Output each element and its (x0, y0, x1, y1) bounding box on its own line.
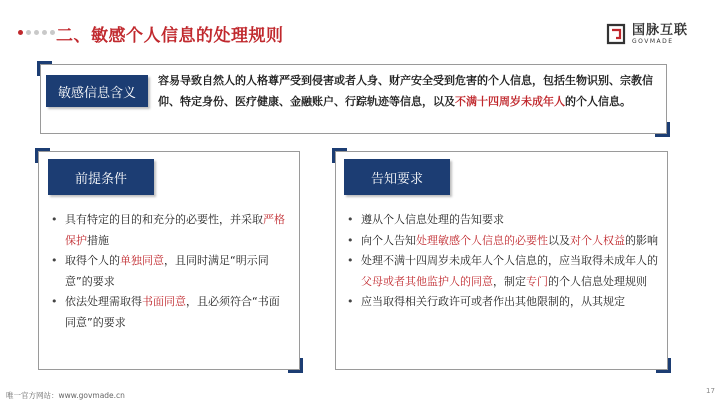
page-number: 17 (706, 387, 715, 395)
item-text: 处理不满十四周岁未成年人个人信息的，应当取得未成年人的 (361, 254, 658, 267)
brand-logo (606, 22, 688, 46)
item-text: 以及 (548, 233, 570, 247)
list-item (344, 251, 659, 292)
item-highlight: 专门 (526, 274, 548, 288)
dot-4 (42, 30, 47, 35)
item-text: ，且同时满足“明示同意”的要求 (65, 254, 269, 288)
list-item (48, 292, 288, 333)
item-text: 的影响 (625, 233, 658, 247)
definition-text-main: 容易导致自然人的人格尊严受到侵害或者人身、财产安全受到危害的个人信息，包括生物识别、宗教信仰、特定身份、医疗健康、金融账户、行踪轨迹等信息，以及 (158, 74, 653, 108)
item-text: 依法处理需取得 (65, 295, 142, 308)
logo-name-en: GOVMADE (632, 37, 674, 45)
item-highlight: 对个人权益 (570, 233, 625, 247)
item-text: ，且必须符合“书面同意”的要求 (65, 295, 280, 329)
item-text: ，制定 (493, 274, 526, 288)
item-highlight: 处理敏感个人信息的必要性 (416, 233, 548, 247)
definition-text (158, 70, 658, 112)
notice-panel-title: 告知要求 (344, 159, 450, 195)
dot-1 (18, 30, 23, 35)
notice-list (344, 210, 659, 313)
page-title: 二、敏感个人信息的处理规则 (56, 26, 284, 46)
definition-label: 敏感信息含义 (46, 75, 148, 107)
list-item (48, 251, 288, 292)
item-text: 的个人信息处理规则 (548, 274, 647, 288)
item-highlight: 父母或者其他监护人的同意 (361, 274, 493, 288)
item-highlight: 严格保护 (65, 213, 285, 247)
item-text: 措施 (87, 233, 109, 247)
corner-bottom-right (655, 122, 670, 137)
conditions-list (48, 210, 288, 333)
corner-top-left (37, 61, 52, 76)
list-item (344, 210, 659, 231)
definition-text-highlight: 不满十四周岁未成年人 (455, 95, 565, 108)
definition-text-end: 的个人信息。 (565, 95, 631, 108)
item-highlight: 单独同意 (120, 254, 164, 267)
dot-2 (26, 30, 31, 35)
list-item (344, 231, 659, 252)
conditions-panel-title: 前提条件 (48, 159, 154, 195)
item-text: 应当取得相关行政许可或者作出其他限制的，从其规定 (361, 295, 625, 308)
item-text: 遵从个人信息处理的告知要求 (361, 213, 504, 226)
logo-name-cn: 国脉互联 (632, 22, 689, 38)
item-text: 取得个人的 (65, 254, 120, 267)
list-item (48, 210, 288, 251)
item-text: 具有特定的目的和充分的必要性，并采取 (65, 213, 263, 226)
item-text: 向个人告知 (361, 233, 416, 247)
corner-bottom-right (656, 358, 671, 373)
dot-3 (34, 30, 39, 35)
dot-5 (50, 30, 55, 35)
footer-website: 唯一官方网站：www.govmade.cn (6, 391, 125, 400)
item-highlight: 书面同意 (142, 295, 186, 308)
govmade-logo-icon (606, 23, 626, 45)
list-item (344, 292, 659, 313)
title-decoration-dots (18, 30, 55, 35)
corner-bottom-right (288, 358, 303, 373)
